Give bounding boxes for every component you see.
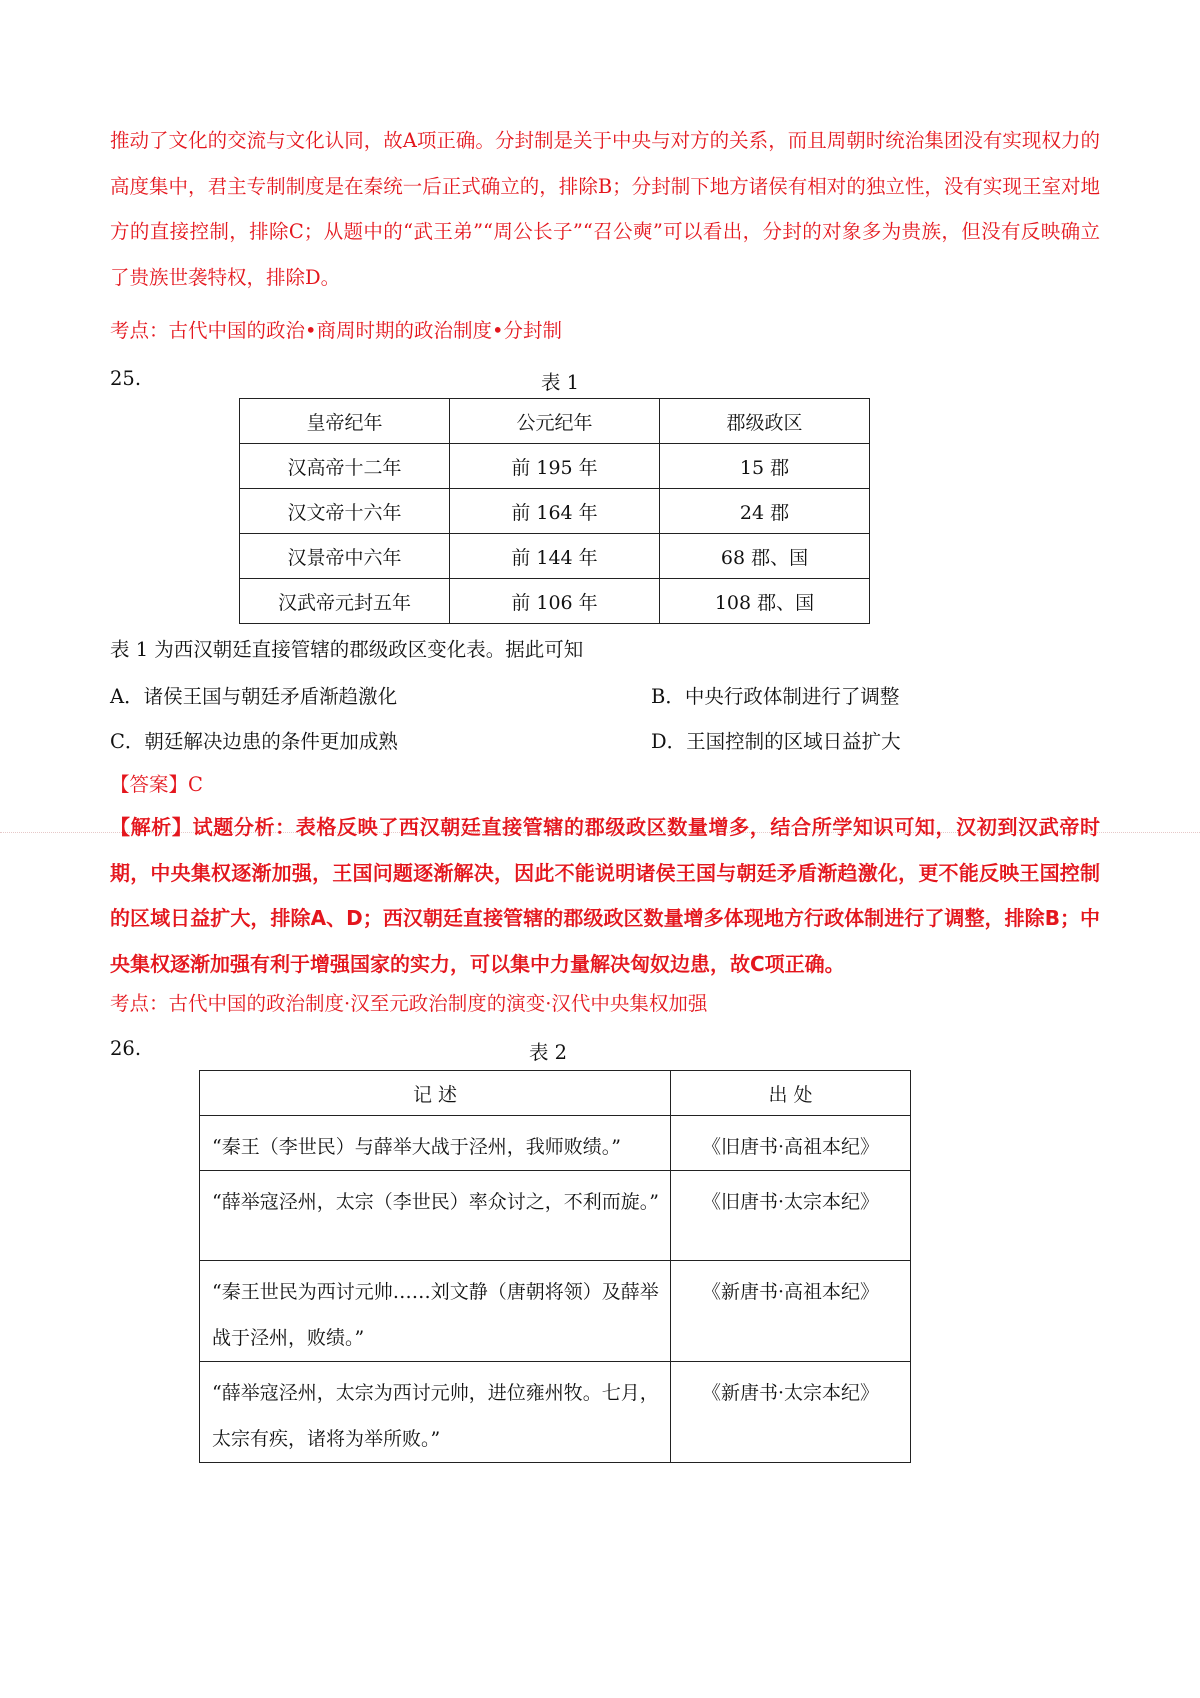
table-cell: 汉景帝中六年 bbox=[240, 534, 450, 579]
option-c: C．朝廷解决边患的条件更加成熟 bbox=[110, 730, 398, 753]
table-cell: 24 郡 bbox=[660, 489, 870, 534]
option-b: B．中央行政体制进行了调整 bbox=[651, 685, 900, 708]
question-26-number: 26. bbox=[110, 1037, 142, 1060]
question-25-stem: 表 1 为西汉朝廷直接管辖的郡级政区变化表。据此可知 bbox=[110, 638, 584, 661]
table-cell: 《新唐书·太宗本纪》 bbox=[671, 1362, 911, 1463]
table-row bbox=[240, 579, 870, 624]
table-cell: 《新唐书·高祖本纪》 bbox=[671, 1261, 911, 1362]
table-1-caption: 表 1 bbox=[540, 371, 580, 394]
table-cell: 前 164 年 bbox=[450, 489, 660, 534]
previous-kaodian: 考点：古代中国的政治•商周时期的政治制度•分封制 bbox=[110, 319, 563, 342]
table-cell: 汉文帝十六年 bbox=[240, 489, 450, 534]
table-row bbox=[240, 444, 870, 489]
answer-label: 【答案】C bbox=[110, 773, 203, 796]
table-1-header-row bbox=[240, 399, 870, 444]
table-cell: “秦王世民为西讨元帅……刘文静（唐朝将领）及薛举战于泾州，败绩。” bbox=[200, 1261, 671, 1362]
table-cell: 《旧唐书·太宗本纪》 bbox=[671, 1171, 911, 1261]
table-cell: 15 郡 bbox=[660, 444, 870, 489]
previous-analysis-paragraph: 推动了文化的交流与文化认同，故A项正确。分封制是关于中央与对方的关系，而且周朝时统治集团没有实现权力的高度集中，君主专制制度是在秦统一后正式确立的，排除B；分封制下地方诸侯有相对的独立性，没有实现王室对地方的直接控制，排除C；从题中的“武王弟”“周公长子”“召公奭”可以看出，分封的对象多为贵族，但没有反映确立了贵族世袭特权，排除D。 bbox=[110, 129, 1100, 289]
table-1-header-cell: 郡级政区 bbox=[660, 399, 870, 444]
table-row bbox=[200, 1116, 911, 1171]
table-row bbox=[200, 1171, 911, 1261]
table-cell: 前 195 年 bbox=[450, 444, 660, 489]
table-2-caption: 表 2 bbox=[528, 1041, 568, 1064]
table-1-header-cell: 皇帝纪年 bbox=[240, 399, 450, 444]
table-cell: 《旧唐书·高祖本纪》 bbox=[671, 1116, 911, 1171]
table-cell: 汉高帝十二年 bbox=[240, 444, 450, 489]
table-cell: 前 144 年 bbox=[450, 534, 660, 579]
table-row bbox=[240, 534, 870, 579]
table-row bbox=[240, 489, 870, 534]
analysis-paragraph bbox=[110, 805, 1100, 987]
table-cell: 108 郡、国 bbox=[660, 579, 870, 624]
table-cell: “薛举寇泾州，太宗（李世民）率众讨之，不利而旋。” bbox=[200, 1171, 671, 1261]
question-25-number: 25. bbox=[110, 367, 142, 390]
option-d: D．王国控制的区域日益扩大 bbox=[651, 730, 901, 753]
table-cell: “薛举寇泾州，太宗为西讨元帅，进位雍州牧。七月，太宗有疾，诸将为举所败。” bbox=[200, 1362, 671, 1463]
table-cell: “秦王（李世民）与薛举大战于泾州，我师败绩。” bbox=[200, 1116, 671, 1171]
analysis-label: 【解析】 bbox=[110, 815, 193, 839]
table-cell: 前 106 年 bbox=[450, 579, 660, 624]
analysis-text: 试题分析：表格反映了西汉朝廷直接管辖的郡级政区数量增多，结合所学知识可知，汉初到汉武帝时期，中央集权逐渐加强，王国问题逐渐解决，因此不能说明诸侯王国与朝廷矛盾渐趋激化，更不能反映王国控制的区域日益扩大，排除A、D；西汉朝廷直接管辖的郡级政区数量增多体现地方行政体制进行了调整，排除B；中央集权逐渐加强有利于增强国家的实力，可以集中力量解决匈奴边患，故C项正确。 bbox=[110, 815, 1101, 976]
table-2 bbox=[199, 1070, 911, 1463]
table-2-header-cell: 出 处 bbox=[671, 1071, 911, 1116]
table-cell: 汉武帝元封五年 bbox=[240, 579, 450, 624]
question-25-kaodian: 考点：古代中国的政治制度·汉至元政治制度的演变·汉代中央集权加强 bbox=[110, 992, 708, 1015]
table-2-header-row bbox=[200, 1071, 911, 1116]
table-row bbox=[200, 1261, 911, 1362]
table-1-header-cell: 公元纪年 bbox=[450, 399, 660, 444]
table-2-header-cell: 记 述 bbox=[200, 1071, 671, 1116]
table-1 bbox=[239, 398, 870, 624]
table-row bbox=[200, 1362, 911, 1463]
option-a: A．诸侯王国与朝廷矛盾渐趋激化 bbox=[110, 685, 398, 708]
table-cell: 68 郡、国 bbox=[660, 534, 870, 579]
